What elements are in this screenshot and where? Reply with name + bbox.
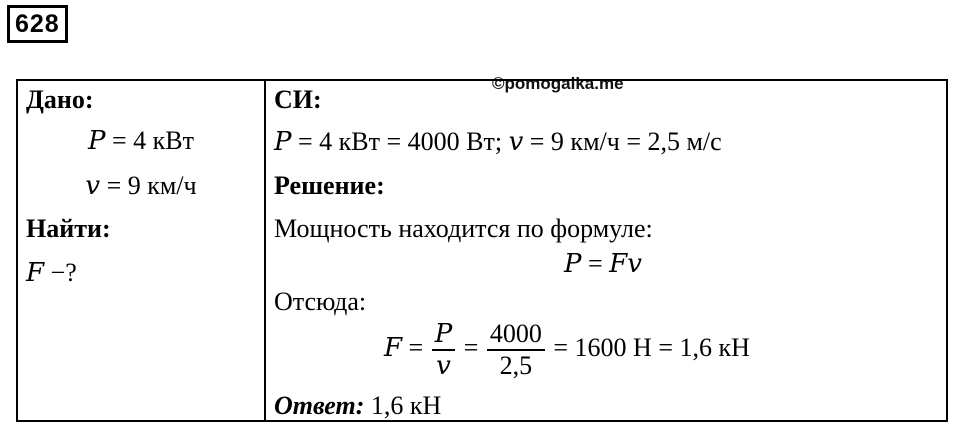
given-heading: Дано:	[26, 85, 94, 114]
calc-equals: =	[463, 333, 479, 362]
fraction-p-over-v	[432, 319, 456, 381]
column-divider	[264, 81, 266, 420]
watermark: ©pomogalka.me	[492, 74, 624, 93]
calculation	[384, 317, 750, 381]
answer	[274, 391, 441, 421]
si-line: 𝑃 = 4 кВт = 4000 Вт; 𝑣 = 9 км/ч = 2,5 м/с	[274, 127, 722, 156]
find-heading: Найти:	[26, 214, 111, 243]
given-power: 𝑃 = 4 кВт	[88, 126, 194, 155]
fraction-numeric	[487, 319, 545, 381]
fraction-numerator: 𝑃	[432, 319, 456, 351]
solution-table	[16, 79, 948, 422]
formula-power: 𝑃 = 𝐹𝑣	[564, 249, 642, 278]
find-value: 𝐹 −?	[26, 258, 77, 287]
solution-text-2: Отсюда:	[274, 287, 367, 316]
calc-rhs: = 1600 Н = 1,6 кН	[553, 333, 750, 362]
solution-text-1: Мощность находится по формуле:	[274, 214, 653, 243]
calc-lhs: 𝐹 =	[384, 333, 424, 362]
given-speed: 𝑣 = 9 км/ч	[85, 171, 197, 200]
answer-label: Ответ:	[274, 391, 365, 420]
fraction-denominator: 𝑣	[436, 351, 451, 381]
fraction-denominator: 2,5	[499, 351, 533, 381]
fraction-numerator: 4000	[487, 319, 545, 351]
problem-number: 628	[7, 5, 68, 43]
si-heading: СИ:	[274, 85, 322, 114]
answer-value: 1,6 кН	[364, 391, 442, 420]
solution-heading: Решение:	[274, 171, 385, 200]
